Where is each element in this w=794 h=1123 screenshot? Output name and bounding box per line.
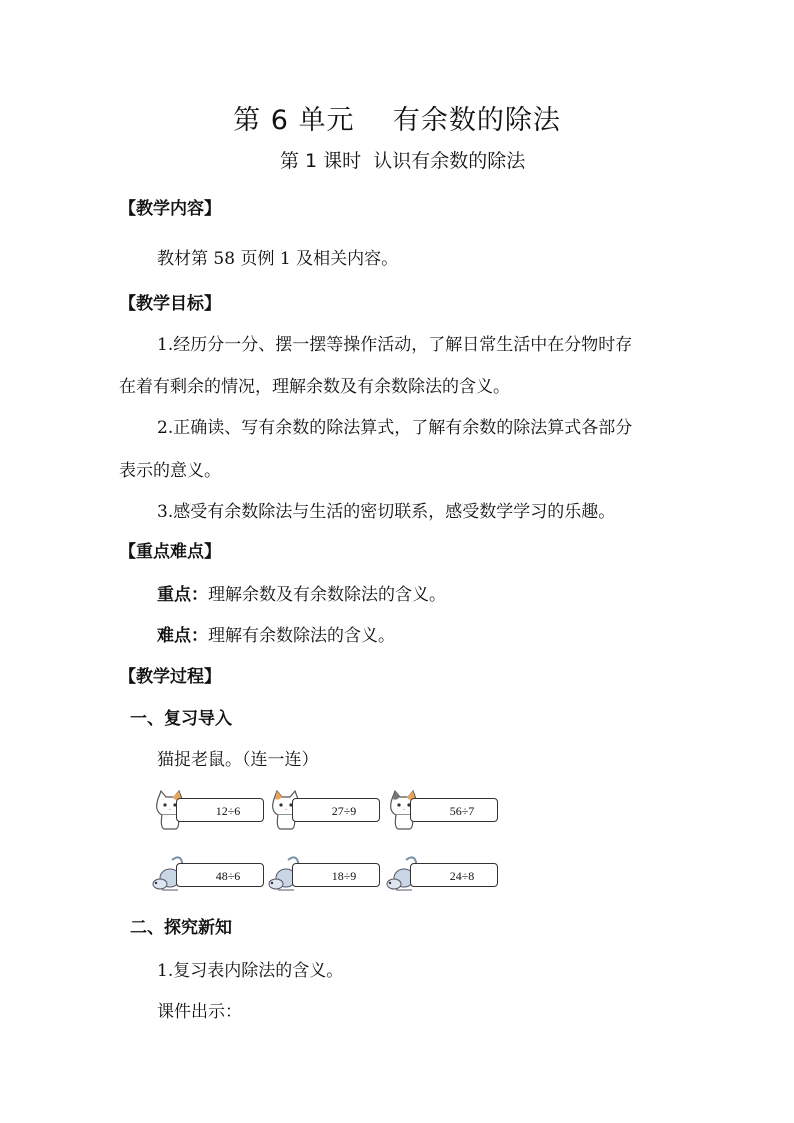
goal1-line1: 1.经历分一分、摆一摆等操作活动，了解日常生活中在分物时存 [157, 335, 633, 355]
key-label: 重点： [157, 585, 208, 605]
cat-card [266, 789, 388, 833]
mouse-card [266, 854, 388, 898]
content-heading: 【教学内容】 [119, 199, 221, 219]
cat-expression: 27÷9 [292, 798, 380, 822]
mouse-card [150, 854, 272, 898]
key-text: 理解余数及有余数除法的含义。 [208, 585, 446, 605]
cat-expression: 56÷7 [410, 798, 498, 822]
explore-item1: 1.复习表内除法的含义。 [157, 961, 344, 981]
goal2-line2: 表示的意义。 [119, 461, 221, 481]
cat-card [384, 789, 506, 833]
lesson-subtitle: 第 1 课时 认识有余数的除法 [280, 150, 526, 172]
review-instruction: 猫捉老鼠。（连一连） [157, 750, 319, 770]
goal3: 3.感受有余数除法与生活的密切联系，感受数学学习的乐趣。 [157, 502, 616, 522]
goals-heading: 【教学目标】 [119, 294, 221, 314]
difficult-label: 难点： [157, 626, 208, 646]
mouse-expression: 18÷9 [292, 863, 380, 887]
page-title: 第 6 单元 有余数的除法 [233, 105, 561, 136]
process-heading: 【教学过程】 [119, 667, 221, 687]
goal1-line2: 在着有剩余的情况，理解余数及有余数除法的含义。 [119, 377, 510, 397]
difficult-text: 理解有余数除法的含义。 [208, 626, 395, 646]
key-point [157, 580, 446, 605]
cat-expression: 12÷6 [176, 798, 264, 822]
explore-item2: 课件出示： [157, 1002, 242, 1022]
review-heading: 一、复习导入 [130, 709, 232, 729]
key-points-heading: 【重点难点】 [119, 542, 221, 562]
goal2-line1: 2.正确读、写有余数的除法算式，了解有余数的除法算式各部分 [157, 418, 633, 438]
mouse-expression: 48÷6 [176, 863, 264, 887]
explore-heading: 二、探究新知 [130, 918, 232, 938]
cat-card [150, 789, 272, 833]
content-text: 教材第 58 页例 1 及相关内容。 [157, 249, 399, 269]
mouse-card [384, 854, 506, 898]
difficult-point [157, 621, 395, 646]
mouse-expression: 24÷8 [410, 863, 498, 887]
